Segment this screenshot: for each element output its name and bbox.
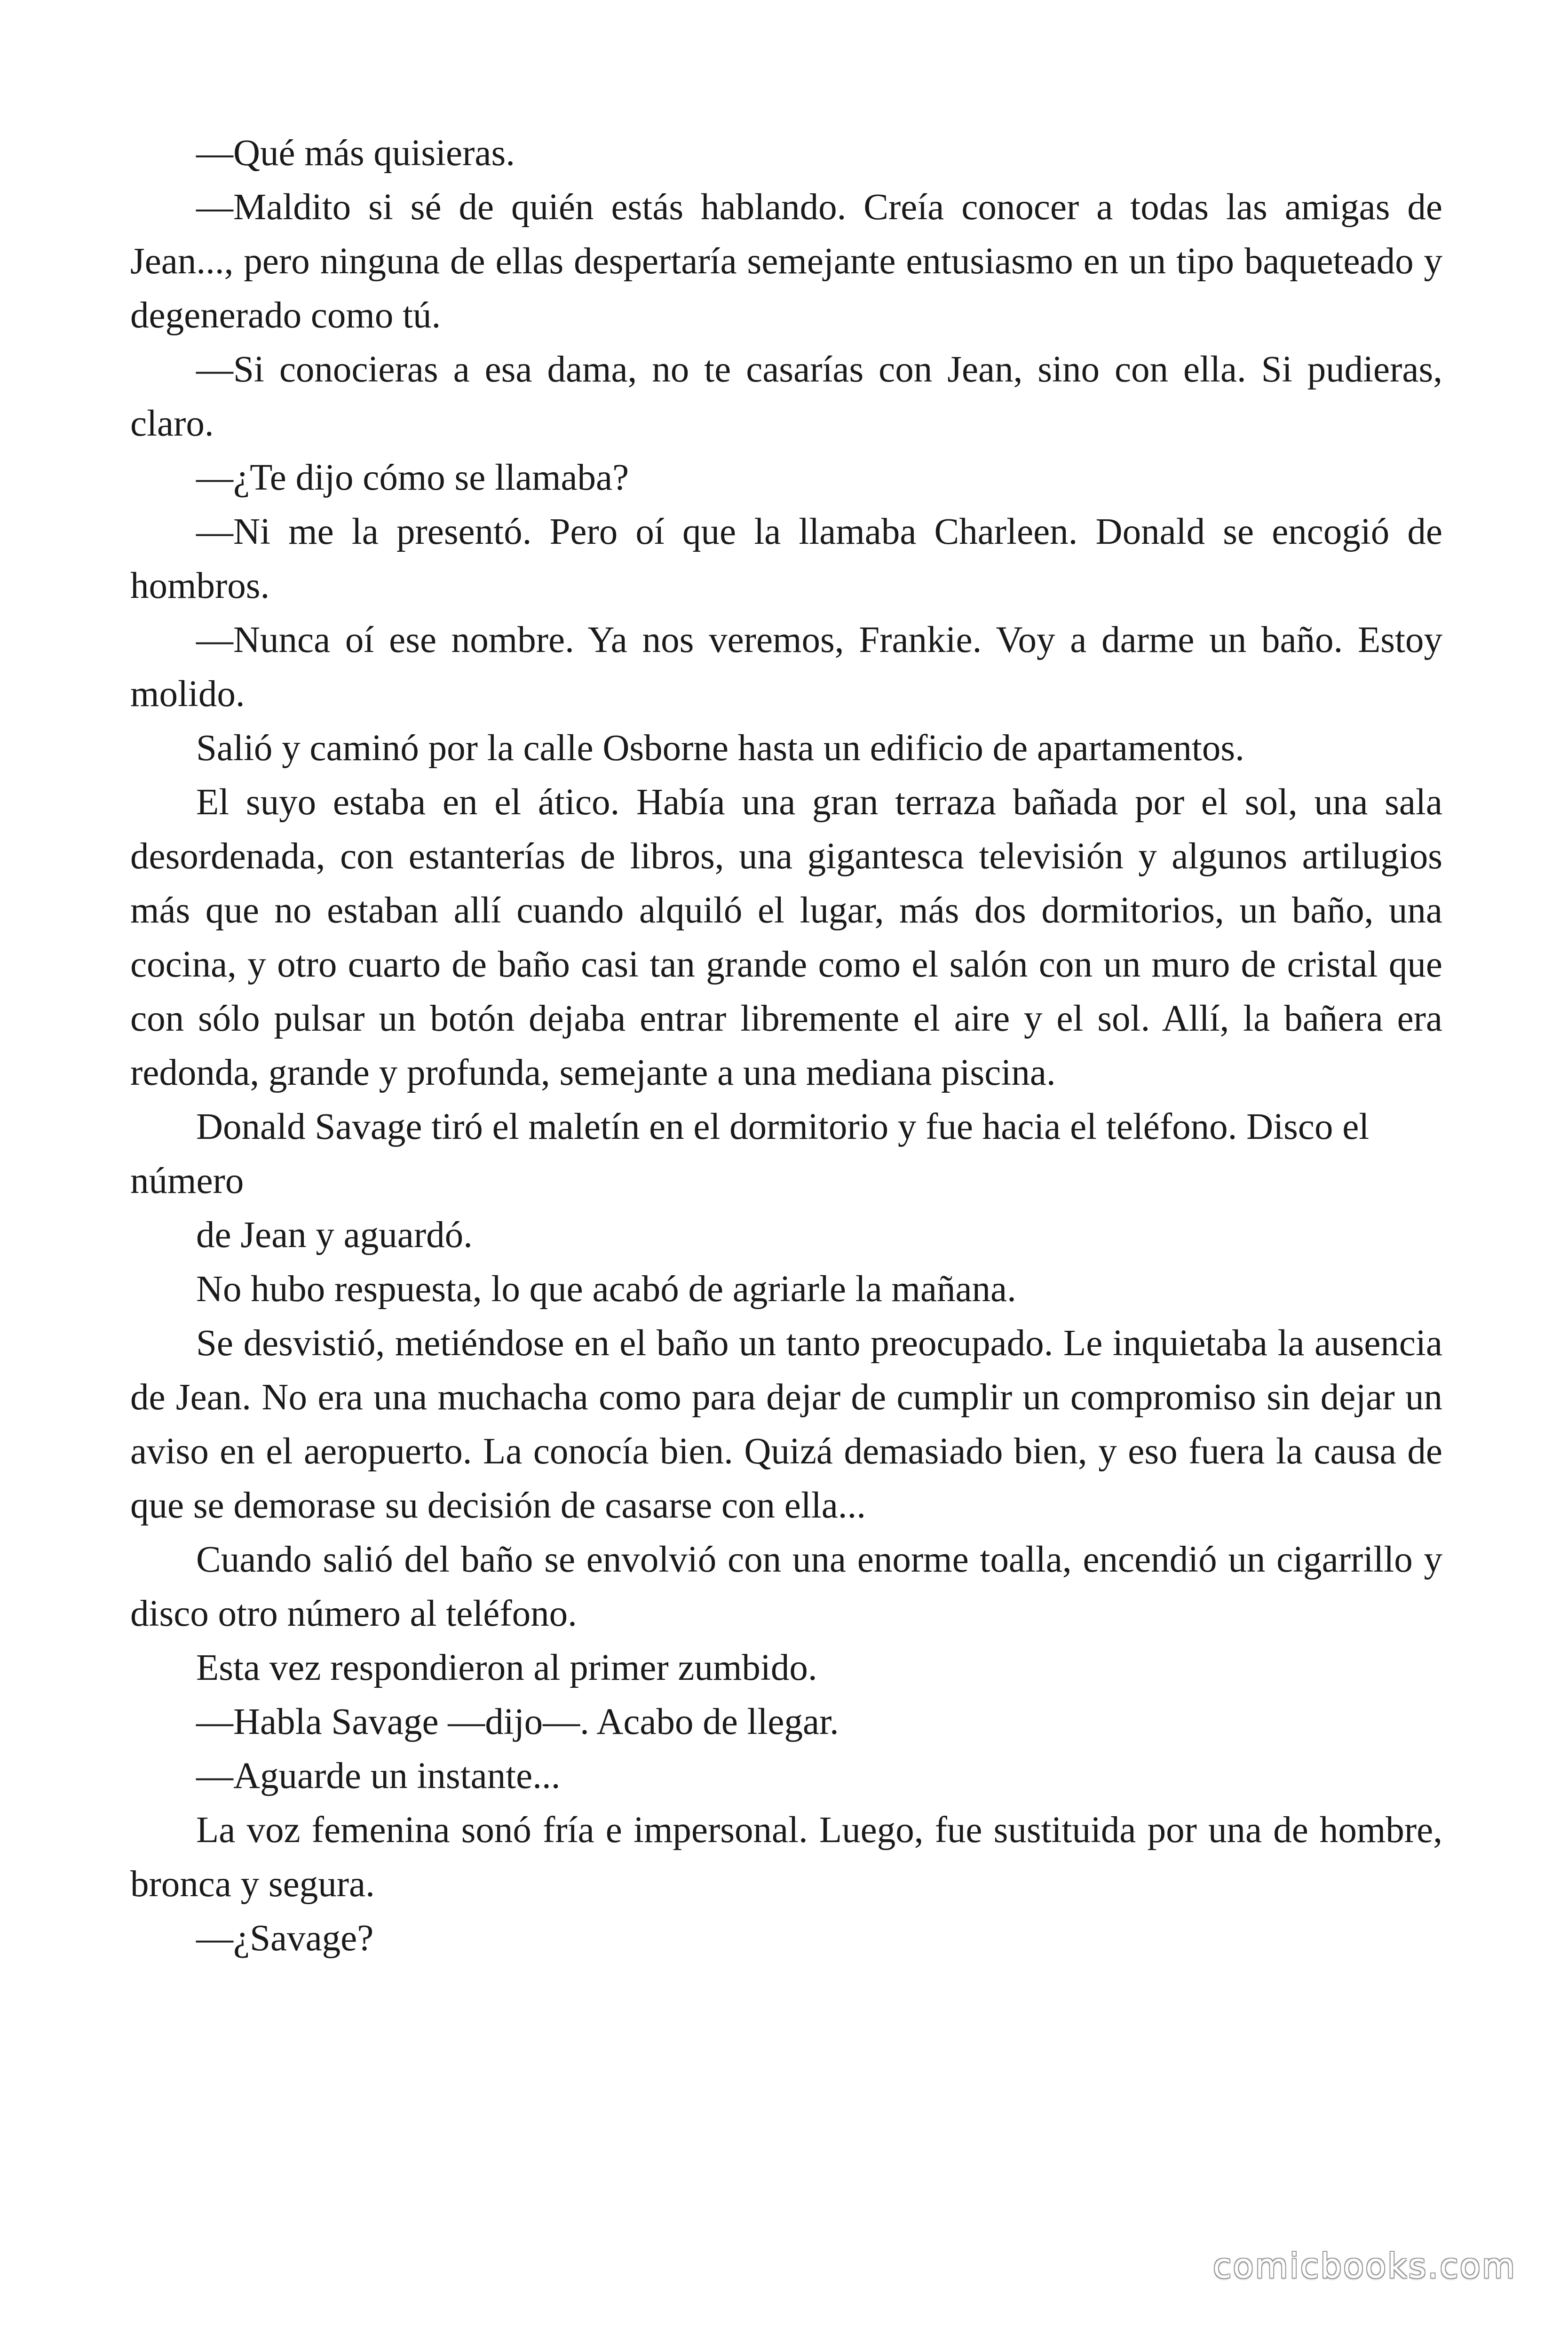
paragraph: Cuando salió del baño se envolvió con una enorme toalla, encendió un cigarrillo y disco otro número al teléfono.	[130, 1539, 1442, 1634]
paragraph: —¿Te dijo cómo se llamaba?	[196, 457, 629, 498]
paragraph: —Si conocieras a esa dama, no te casarías con Jean, sino con ella. Si pudieras, claro.	[130, 349, 1442, 444]
paragraph: La voz femenina sonó fría e impersonal. Luego, fue sustituida por una de hombre, bronca y segura.	[130, 1810, 1442, 1905]
paragraph: —Maldito si sé de quién estás hablando. Creía conocer a todas las amigas de Jean..., pero ninguna de ellas despertaría semejante entusiasmo en un tipo baqueteado y degenerado como tú.	[130, 187, 1442, 336]
paragraph: Se desvistió, metiéndose en el baño un tanto preocupado. Le inquietaba la ausencia de Jean. No era una muchacha como para dejar de cumplir un compromiso sin dejar un aviso en el aeropuerto. La conocía bien. Quizá demasiado bien, y eso fuera la causa de que se demorase su decisión de casarse con ella...	[130, 1323, 1442, 1526]
paragraph: —Habla Savage —dijo—. Acabo de llegar.	[196, 1701, 839, 1742]
body-text	[130, 126, 1442, 1965]
paragraph: Donald Savage tiró el maletín en el dormitorio y fue hacia el teléfono. Disco el número	[130, 1106, 1370, 1201]
paragraph: de Jean y aguardó.	[196, 1215, 473, 1255]
paragraph: —Aguarde un instante...	[196, 1756, 561, 1796]
paragraph: Esta vez respondieron al primer zumbido.	[196, 1647, 817, 1688]
paragraph: Salió y caminó por la calle Osborne hasta un edificio de apartamentos.	[196, 728, 1244, 769]
paragraph: El suyo estaba en el ático. Había una gran terraza bañada por el sol, una sala desordenada, con estanterías de libros, una gigantesca televisión y algunos artilugios más que no estaban allí cuando alquiló el lugar, más dos dormitorios, un baño, una cocina, y otro cuarto de baño casi tan grande como el salón con un muro de cristal que con sólo pulsar un botón dejaba entrar libremente el aire y el sol. Allí, la bañera era redonda, grande y profunda, semejante a una mediana piscina.	[130, 782, 1442, 1093]
paragraph: —Qué más quisieras.	[196, 133, 515, 174]
paragraph: No hubo respuesta, lo que acabó de agriarle la mañana.	[196, 1269, 1016, 1310]
paragraph: —Nunca oí ese nombre. Ya nos veremos, Frankie. Voy a darme un baño. Estoy molido.	[130, 620, 1442, 715]
paragraph: —Ni me la presentó. Pero oí que la llamaba Charleen. Donald se encogió de hombros.	[130, 511, 1442, 606]
watermark: comicbooks.com	[1212, 2246, 1516, 2286]
paragraph: —¿Savage?	[196, 1918, 374, 1959]
